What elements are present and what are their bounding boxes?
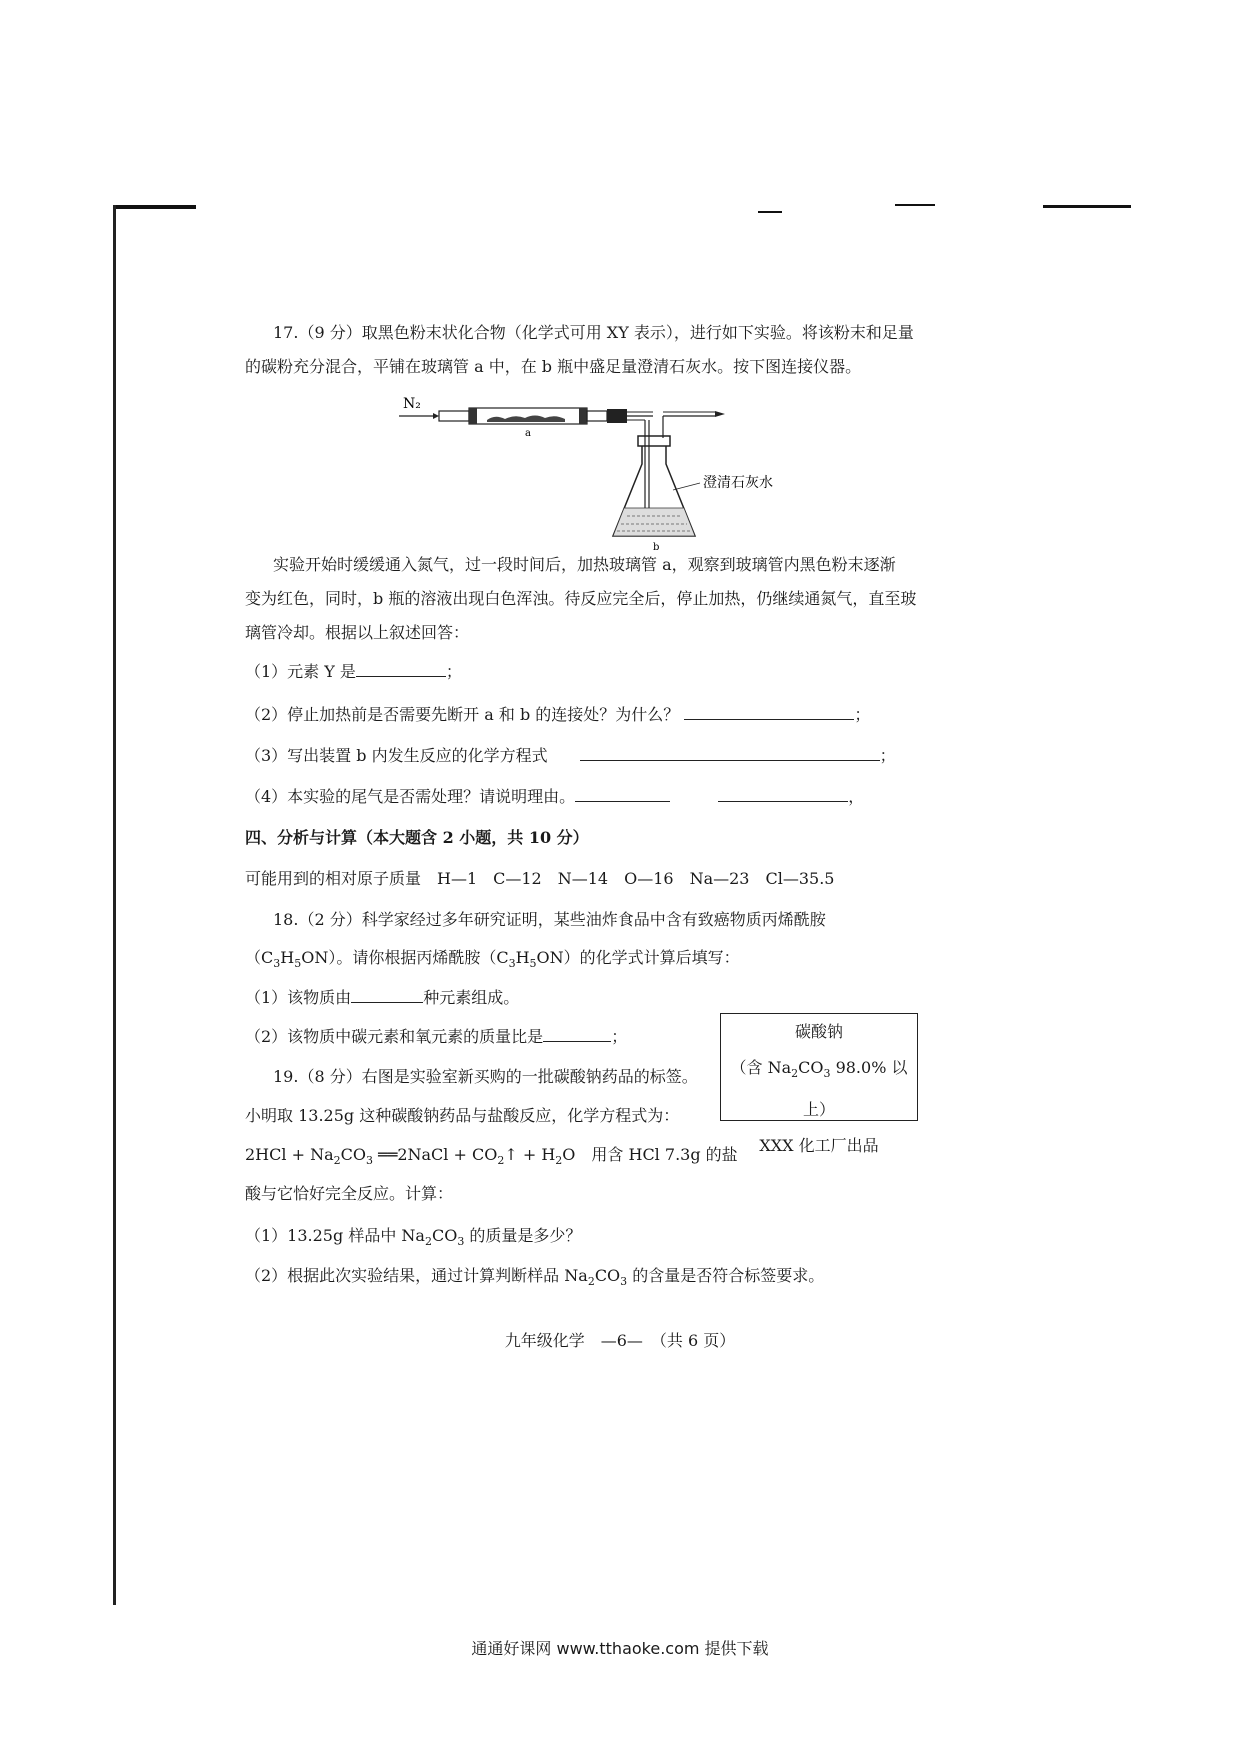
gas-label: N₂ <box>403 396 421 412</box>
label-maker: XXX 化工厂出品 <box>759 1136 879 1156</box>
download-watermark: 通通好课网 www.tthaoke.com 提供下载 <box>471 1639 769 1658</box>
q19-line4: 酸与它恰好完全反应。计算： <box>245 1184 454 1203</box>
tube-stopper-left <box>439 411 469 421</box>
answer-blank[interactable] <box>575 785 670 802</box>
atomic-masses: 可能用到的相对原子质量 H—1 C—12 N—14 O—16 Na—23 Cl—35.5 <box>245 869 835 888</box>
answer-blank[interactable] <box>684 703 854 720</box>
label-content: （含 $Na_2CO_3$ 98.0% 以上） <box>730 1058 908 1120</box>
scan-mark-top-1 <box>758 211 782 213</box>
q18-line2: $(C_3H_5ON)$。请你根据丙烯酰胺$(C_3H_5ON)$的化学式计算后填写： <box>245 948 740 971</box>
q18-line1: 18.（2 分）科学家经过多年研究证明，某些油炸食品中含有致癌物质丙烯酰胺 <box>273 910 826 929</box>
scan-mark-top-right <box>1043 205 1131 208</box>
answer-blank[interactable] <box>580 744 880 761</box>
question-17 <box>245 316 945 384</box>
q17-desc-3: 璃管冷却。根据以上叙述回答： <box>245 623 470 642</box>
liquid-label: 澄清石灰水 <box>703 475 773 491</box>
q17-sub2: （2）停止加热前是否需要先断开 a 和 b 的连接处？为什么？ ； <box>245 705 871 724</box>
page-footer: 九年级化学 —6— （共 6 页） <box>504 1331 736 1350</box>
q17-intro-1: 17.（9 分）取黑色粉末状化合物（化学式可用 XY 表示），进行如下实验。将该粉末和足量 <box>273 323 914 342</box>
flask-label: b <box>653 542 660 550</box>
q19-line2: 小明取 13.25g 这种碳酸钠药品与盐酸反应，化学方程式为： <box>245 1106 680 1125</box>
q17-intro-2: 的碳粉充分混合，平铺在玻璃管 a 中，在 b 瓶中盛足量澄清石灰水。按下图连接仪器。 <box>245 357 862 376</box>
q17-desc-1: 实验开始时缓缓通入氮气，过一段时间后，加热玻璃管 a，观察到玻璃管内黑色粉末逐渐 <box>273 555 896 574</box>
q18-sub1: （1）该物质由 种元素组成。 <box>245 988 520 1007</box>
scan-mark-top-2 <box>895 204 935 206</box>
q17-sub1: （1）元素 Y 是 ； <box>245 662 462 681</box>
flask-liquid <box>613 508 695 536</box>
flask-stopper <box>638 436 670 446</box>
connector <box>607 409 627 423</box>
tube-label: a <box>525 428 531 439</box>
answer-blank[interactable] <box>718 785 848 802</box>
q19-sub1: （1）13.25g 样品中 $Na_2CO_3$ 的质量是多少？ <box>245 1226 582 1249</box>
section4-title: 四、分析与计算（本大题含 2 小题，共 10 分） <box>245 828 589 847</box>
scan-mark-top-left <box>113 205 196 209</box>
q19-sub2: （2）根据此次实验结果，通过计算判断样品 $Na_2CO_3$ 的含量是否符合标签要求。 <box>245 1266 825 1289</box>
q17-desc-2: 变为红色，同时，b 瓶的溶液出现白色浑浊。待反应完全后，停止加热，仍继续通氮气，直至玻 <box>245 589 917 608</box>
q17-sub3: （3）写出装置 b 内发生反应的化学方程式 ； <box>245 746 896 765</box>
q17-description <box>245 548 945 650</box>
scan-left-border <box>113 205 116 1605</box>
answer-blank[interactable] <box>351 986 423 1003</box>
powder <box>487 416 565 423</box>
q18-sub2: （2）该物质中碳元素和氧元素的质量比是 ； <box>245 1027 628 1046</box>
answer-blank[interactable] <box>543 1025 611 1042</box>
q17-sub4: （4）本实验的尾气是否需处理？请说明理由。 ， <box>245 787 865 806</box>
product-label-box <box>720 1013 918 1156</box>
answer-blank[interactable] <box>356 660 446 677</box>
label-title: 碳酸钠 <box>794 1022 843 1041</box>
q19-line1: 19.（8 分）右图是实验室新买购的一批碳酸钠药品的标签。 <box>273 1067 698 1086</box>
q19-equation: $2HCl + Na_2CO_3$ ══2NaCl + $CO_2↑ + H_2O$ 用含 HCl 7.3g 的盐 <box>245 1145 738 1168</box>
apparatus-diagram <box>395 390 775 550</box>
